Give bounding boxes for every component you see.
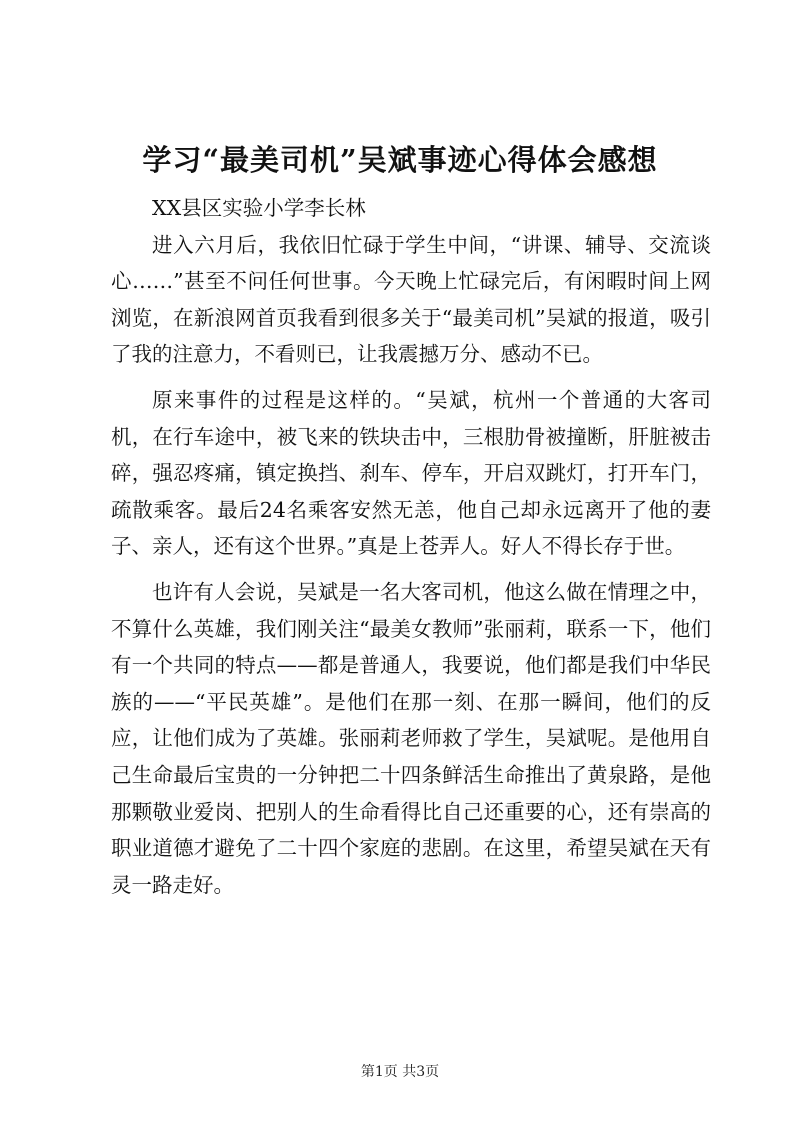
- document-title: 学习“最美司机”吴斌事迹心得体会感想: [142, 143, 658, 177]
- page-number-footer: 第1页 共3页: [360, 1064, 440, 1080]
- document-body: [111, 190, 711, 903]
- paragraph-3: 也许有人会说，吴斌是一名大客司机，他这么做在情理之中，不算什么英雄，我们刚关注“最美女教师”张丽莉，联系一下，他们有一个共同的特点——都是普通人，我要说，他们都是我们中华民族的——“平民英雄”。是他们在那一刻、在那一瞬间，他们的反应，让他们成为了英雄。张丽莉老师救了学生，吴斌呢。是他用自己生命最后宝贵的一分钟把二十四条鲜活生命推出了黄泉路，是他那颗敬业爱岗、把别人的生命看得比自己还重要的心，还有崇高的职业道德才避免了二十四个家庭的悲剧。在这里，希望吴斌在天有灵一路走好。: [111, 579, 711, 897]
- paragraph-1: 进入六月后，我依旧忙碌于学生中间，“讲课、辅导、交流谈心……”甚至不问任何世事。今天晚上忙碌完后，有闲暇时间上网浏览，在新浪网首页我看到很多关于“最美司机”吴斌的报道，吸引了我的注意力，不看则已，让我震撼万分、感动不已。: [111, 232, 711, 367]
- paragraph-2: 原来事件的过程是这样的。“吴斌，杭州一个普通的大客司机，在行车途中，被飞来的铁块击中，三根肋骨被撞断，肝脏被击碎，强忍疼痛，镇定换挡、刹车、停车，开启双跳灯，打开车门，疏散乘客。最后24名乘客安然无恙，他自己却永远离开了他的妻子、亲人，还有这个世界。”真是上苍弄人。好人不得长存于世。: [111, 387, 711, 559]
- author-line: XX县区实验小学李长林: [152, 196, 366, 220]
